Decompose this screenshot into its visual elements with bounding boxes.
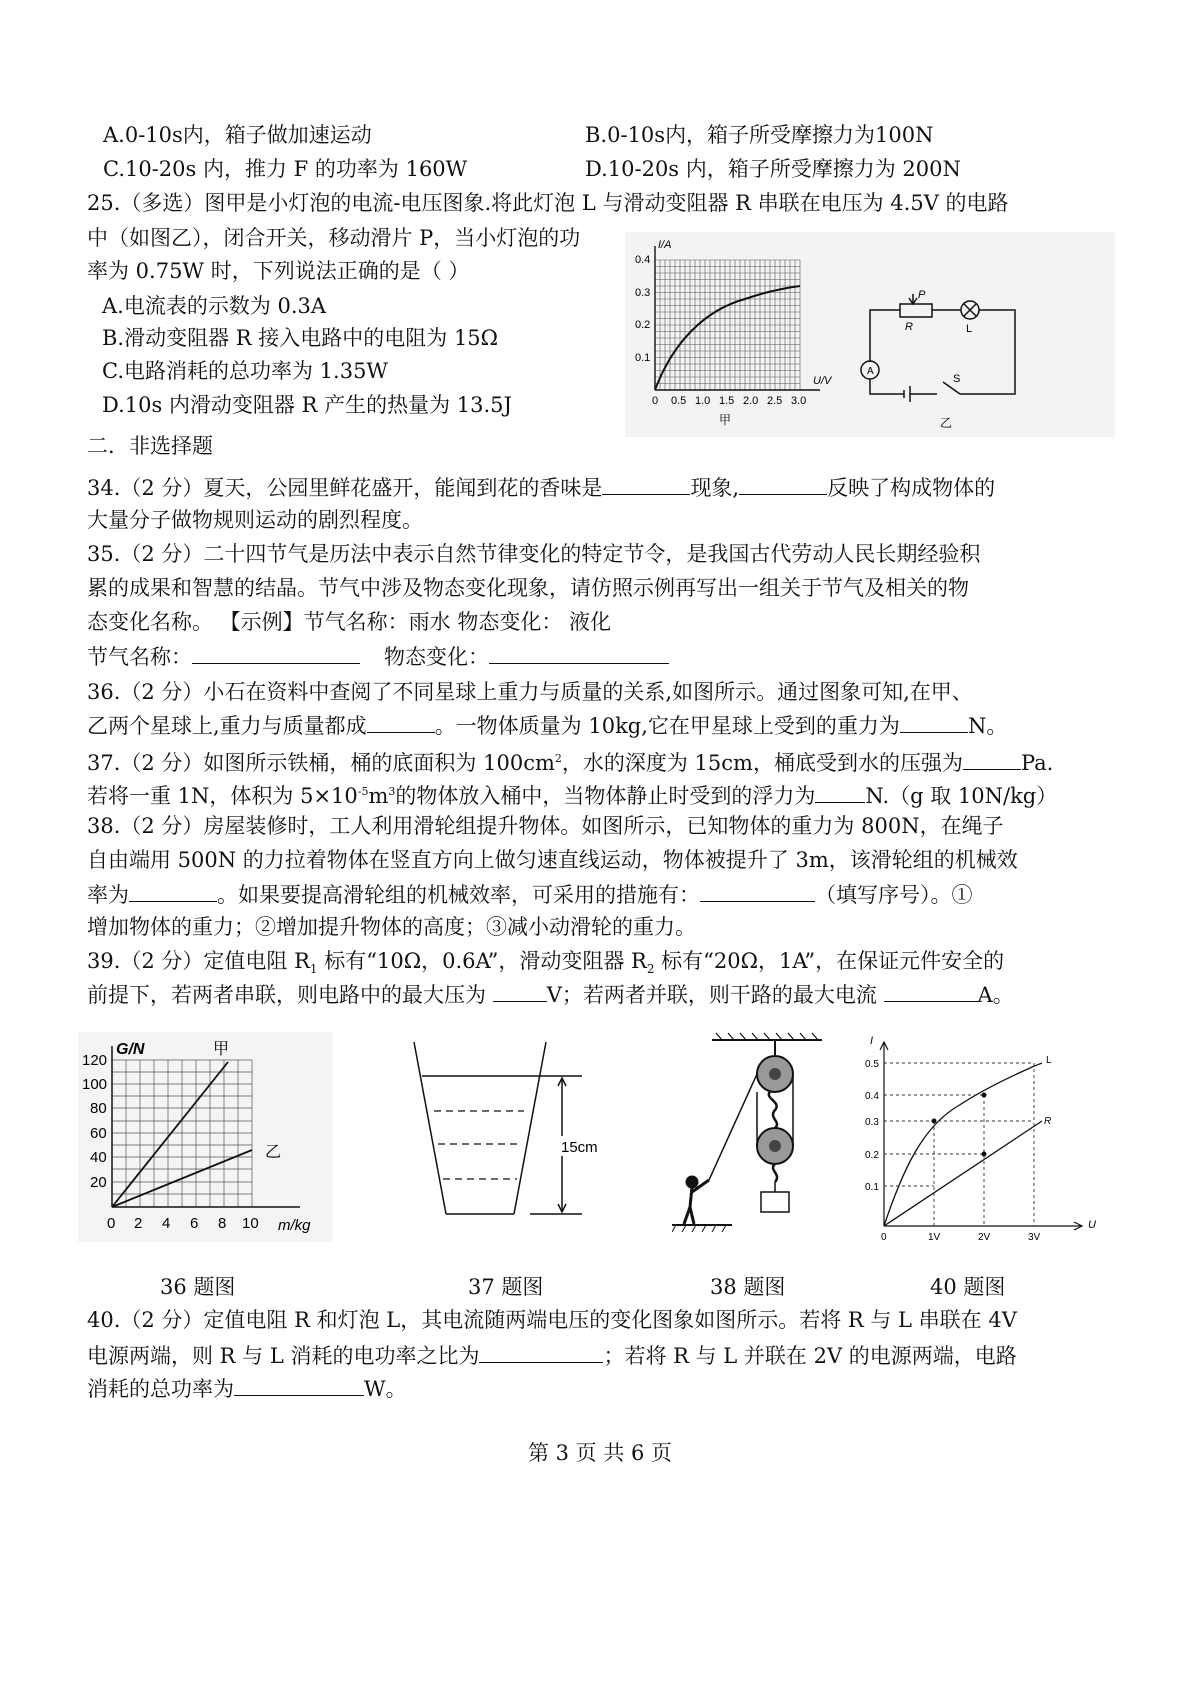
answer-blank[interactable] — [129, 879, 217, 902]
q36-text-c: N。 — [967, 714, 1008, 738]
q37-text-d: 若将一重 1N，体积为 5×10 — [87, 784, 358, 808]
caption-fig37: 37 题图 — [468, 1275, 544, 1299]
answer-blank[interactable] — [900, 710, 968, 733]
curve-point — [982, 1093, 987, 1098]
q37-line2 — [87, 777, 1057, 811]
q25-x-tick: 3.0 — [791, 395, 807, 407]
answer-blank[interactable] — [963, 747, 1021, 770]
q25-x-tick: 0.5 — [671, 395, 687, 407]
q35-label-term: 节气名称： — [87, 645, 192, 669]
fig36-y-tick: 60 — [90, 1125, 107, 1142]
water-dashes — [434, 1111, 524, 1179]
q37-text-e: m — [368, 784, 389, 808]
ammeter-label: A — [867, 366, 874, 377]
q25-x-tick: 1.0 — [695, 395, 711, 407]
q25-y-axis-label: I/A — [658, 239, 672, 251]
q38-text-b: 。如果要提高滑轮组的机械效率，可采用的措施有： — [217, 883, 700, 907]
fig40-x-tick: 3V — [1028, 1232, 1041, 1242]
fig40-x-tick: 0 — [881, 1232, 887, 1242]
fig40-y-tick: 0.3 — [865, 1117, 879, 1128]
load-block — [761, 1192, 789, 1212]
fig40-label-L: L — [1046, 1055, 1052, 1066]
fig40-y-tick: 0.4 — [865, 1091, 879, 1102]
q40-text-d: W。 — [364, 1377, 407, 1401]
lamp-label: L — [966, 323, 973, 335]
fig36-x-tick: 2 — [134, 1215, 143, 1232]
fig36-y-tick: 120 — [82, 1052, 108, 1069]
q34-text-c: 反映了构成物体的 — [827, 476, 996, 500]
q39-text-b: 标有“10Ω，0.6A”，滑动变阻器 R — [317, 949, 647, 973]
q39-text-e: V；若两者并联，则干路的最大电流 — [546, 983, 884, 1007]
fig37-bucket — [400, 1038, 600, 1238]
q40-line1: 40.（2 分）定值电阻 R 和灯泡 L，其电流随两端电压的变化图象如图所示。若将 R 与 L 串联在 4V — [87, 1308, 1017, 1332]
fig36-y-tick: 40 — [90, 1149, 107, 1166]
q35-line3: 态变化名称。 【示例】节气名称：雨水 物态变化： 液化 — [87, 610, 612, 634]
section-title: 二．非选择题 — [87, 434, 213, 458]
answer-blank[interactable] — [739, 472, 827, 495]
q40-text-c: 消耗的总功率为 — [87, 1377, 234, 1401]
q37-text-f: 的物体放入桶中，当物体静止时受到的浮力为 — [395, 784, 816, 808]
fixed-pulley-axle — [769, 1068, 781, 1080]
fig40-y-tick: 0.2 — [865, 1150, 879, 1161]
fig36-x-tick: 6 — [190, 1215, 199, 1232]
caption-fig36: 36 题图 — [160, 1275, 236, 1299]
q36-text-b: 。一物体质量为 10kg,它在甲星球上受到的重力为 — [434, 714, 900, 738]
fig40-y-tick: 0.1 — [865, 1182, 879, 1193]
fig36-gm-graph — [78, 1032, 333, 1242]
q40-text-b: ；若将 R 与 L 并联在 2V 的电源两端，电路 — [603, 1344, 1017, 1368]
fig40-x-axis-label: U — [1088, 1219, 1096, 1231]
answer-blank[interactable] — [815, 780, 865, 803]
q25-option-d: D.10s 内滑动变阻器 R 产生的热量为 13.5J — [102, 393, 512, 417]
q25-y-tick: 0.4 — [635, 254, 651, 266]
fig36-y-tick: 20 — [90, 1174, 107, 1191]
q39-text-c: 标有“20Ω，1A”，在保证元件安全的 — [654, 949, 1005, 973]
q39-text-f: A。 — [977, 983, 1014, 1007]
q25-y-tick: 0.3 — [635, 287, 651, 299]
fig40-iu-graph — [862, 1032, 1102, 1242]
switch-label: S — [953, 373, 961, 385]
fig40-curve-L — [884, 1063, 1042, 1226]
superscript: -5 — [357, 785, 369, 798]
q38-line2: 自由端用 500N 的力拉着物体在竖直方向上做匀速直线运动，物体被提升了 3m，该滑轮组的机械效 — [87, 848, 1018, 872]
q38-line3 — [87, 879, 973, 910]
fig40-y-tick: 0.5 — [865, 1059, 879, 1070]
q38-text-c: （填写序号）。① — [815, 883, 973, 907]
answer-blank[interactable] — [192, 641, 360, 664]
fig40-x-tick: 1V — [928, 1232, 941, 1242]
superscript: 2 — [554, 752, 562, 765]
fig36-x-tick: 0 — [107, 1215, 116, 1232]
q25-line3: 率为 0.75W 时，下列说法正确的是（ ） — [87, 259, 470, 283]
fig40-label-R: R — [1044, 1116, 1052, 1127]
fig38-pulley — [672, 1032, 842, 1242]
fig36-x-axis-label: m/kg — [278, 1217, 311, 1234]
bucket-left-wall — [414, 1042, 446, 1214]
q24-option-c: C.10-20s 内，推力 F 的功率为 160W — [103, 157, 468, 181]
q34-text-a: 34.（2 分）夏天，公园里鲜花盛开，能闻到花的香味是 — [87, 476, 603, 500]
subscript: 2 — [646, 962, 655, 977]
fig40-y-axis-label: I — [870, 1035, 874, 1047]
q25-y-tick: 0.1 — [635, 352, 651, 364]
fig36-y-tick: 100 — [82, 1076, 108, 1093]
movable-pulley-axle — [769, 1140, 781, 1152]
q37-text-b: ，水的深度为 15cm，桶底受到水的压强为 — [561, 751, 963, 775]
fig36-x-tick: 4 — [162, 1215, 171, 1232]
q39-text-d: 前提下，若两者串联，则电路中的最大压为 — [87, 983, 493, 1007]
answer-blank[interactable] — [884, 979, 978, 1002]
caption-fig40: 40 题图 — [930, 1275, 1006, 1299]
fig36-y-tick: 80 — [90, 1100, 107, 1117]
fig36-x-tick: 10 — [242, 1215, 259, 1232]
q25-figure — [625, 232, 1115, 437]
q34-line2: 大量分子做物规则运动的剧烈程度。 — [87, 508, 423, 532]
fig36-label-yi: 乙 — [265, 1144, 282, 1161]
answer-blank[interactable] — [700, 879, 815, 902]
q35-line4 — [87, 641, 669, 672]
rheostat-label: R — [905, 321, 913, 333]
q25-option-a: A.电流表的示数为 0.3A — [102, 294, 327, 318]
figure-background — [78, 1032, 333, 1242]
bucket-right-wall — [514, 1042, 546, 1214]
superscript: 3 — [388, 785, 396, 798]
answer-blank[interactable] — [479, 1340, 603, 1363]
answer-blank[interactable] — [489, 641, 669, 664]
q38-text-a: 率为 — [87, 883, 129, 907]
q35-line1: 35.（2 分）二十四节气是历法中表示自然节律变化的特定节令，是我国古代劳动人民长期经验积 — [87, 542, 981, 566]
q25-graph-caption: 甲 — [719, 413, 732, 427]
worker — [684, 1177, 709, 1224]
q35-line2: 累的成果和智慧的结晶。节气中涉及物态变化现象，请仿照示例再写出一组关于节气及相关的物 — [87, 576, 969, 600]
q36-line1: 36.（2 分）小石在资料中查阅了不同星球上重力与质量的关系,如图所示。通过图象可知,在甲、 — [87, 680, 973, 704]
subscript: 1 — [309, 962, 318, 977]
fig40-x-tick: 2V — [978, 1232, 991, 1242]
q40-text-a: 电源两端，则 R 与 L 消耗的电功率之比为 — [87, 1344, 480, 1368]
q36-line2 — [87, 710, 1007, 741]
answer-blank[interactable] — [234, 1373, 364, 1396]
q37-text-g: N.（g 取 10N/kg） — [865, 784, 1058, 808]
q24-option-d: D.10-20s 内，箱子所受摩擦力为 200N — [585, 157, 961, 181]
q25-x-axis-label: U/V — [813, 375, 832, 387]
q38-line1: 38.（2 分）房屋装修时，工人利用滑轮组提升物体。如图所示，已知物体的重力为 800N，在绳子 — [87, 814, 1004, 838]
q25-x-tick: 2.5 — [767, 395, 783, 407]
q39-line2 — [87, 979, 1014, 1010]
page-footer: 第 3 页 共 6 页 — [527, 1441, 673, 1465]
q24-option-a: A.0-10s内，箱子做加速运动 — [103, 123, 372, 147]
line-point — [982, 1152, 987, 1157]
q25-x-tick: 2.0 — [743, 395, 759, 407]
floor-hatch — [672, 1225, 726, 1232]
fig36-x-tick: 8 — [218, 1215, 227, 1232]
q25-y-tick: 0.2 — [635, 319, 651, 331]
q34-text-b: 现象, — [690, 476, 740, 500]
q37-text-c: Pa. — [1020, 751, 1054, 775]
fig40-axis-arrows — [880, 1042, 1082, 1230]
q25-graph-grid — [655, 260, 800, 390]
depth-label: 15cm — [561, 1139, 598, 1156]
fig36-y-axis-label: G/N — [116, 1041, 145, 1058]
q25-x-tick: 1.5 — [719, 395, 735, 407]
q40-line3 — [87, 1373, 407, 1404]
answer-blank[interactable] — [367, 710, 435, 733]
q34-line1 — [87, 472, 995, 503]
intersection-point — [932, 1119, 937, 1124]
q37-line1 — [87, 744, 1053, 778]
q25-line1: 25.（多选）图甲是小灯泡的电流-电压图象.将此灯泡 L 与滑动变阻器 R 串联在电压为 4.5V 的电路 — [87, 191, 1009, 215]
fig40-line-R — [884, 1121, 1042, 1226]
fig40-guides — [884, 1063, 1034, 1226]
answer-blank[interactable] — [493, 979, 547, 1002]
q25-option-b: B.滑动变阻器 R 接入电路中的电阻为 15Ω — [102, 326, 499, 350]
q24-option-b: B.0-10s内，箱子所受摩擦力为100N — [585, 123, 934, 147]
caption-fig38: 38 题图 — [710, 1275, 786, 1299]
q25-option-c: C.电路消耗的总功率为 1.35W — [102, 359, 389, 383]
q36-text-a: 乙两个星球上,重力与质量都成 — [87, 714, 367, 738]
fig36-label-jia: 甲 — [213, 1041, 230, 1058]
q38-line4: 增加物体的重力；②增加提升物体的高度；③减小动滑轮的重力。 — [87, 915, 696, 939]
answer-blank[interactable] — [602, 472, 690, 495]
q25-line2: 中（如图乙），闭合开关，移动滑片 P，当小灯泡的功 — [87, 226, 581, 250]
slider-label: P — [918, 289, 926, 301]
q25-circuit-caption: 乙 — [940, 416, 953, 430]
q37-text-a: 37.（2 分）如图所示铁桶，桶的底面积为 100cm — [87, 751, 555, 775]
q35-label-change: 物态变化： — [384, 645, 489, 669]
q39-text-a: 39.（2 分）定值电阻 R — [87, 949, 310, 973]
ceiling-hatch — [716, 1033, 818, 1040]
q25-x-tick: 0 — [652, 395, 659, 407]
q40-line2 — [87, 1340, 1017, 1371]
